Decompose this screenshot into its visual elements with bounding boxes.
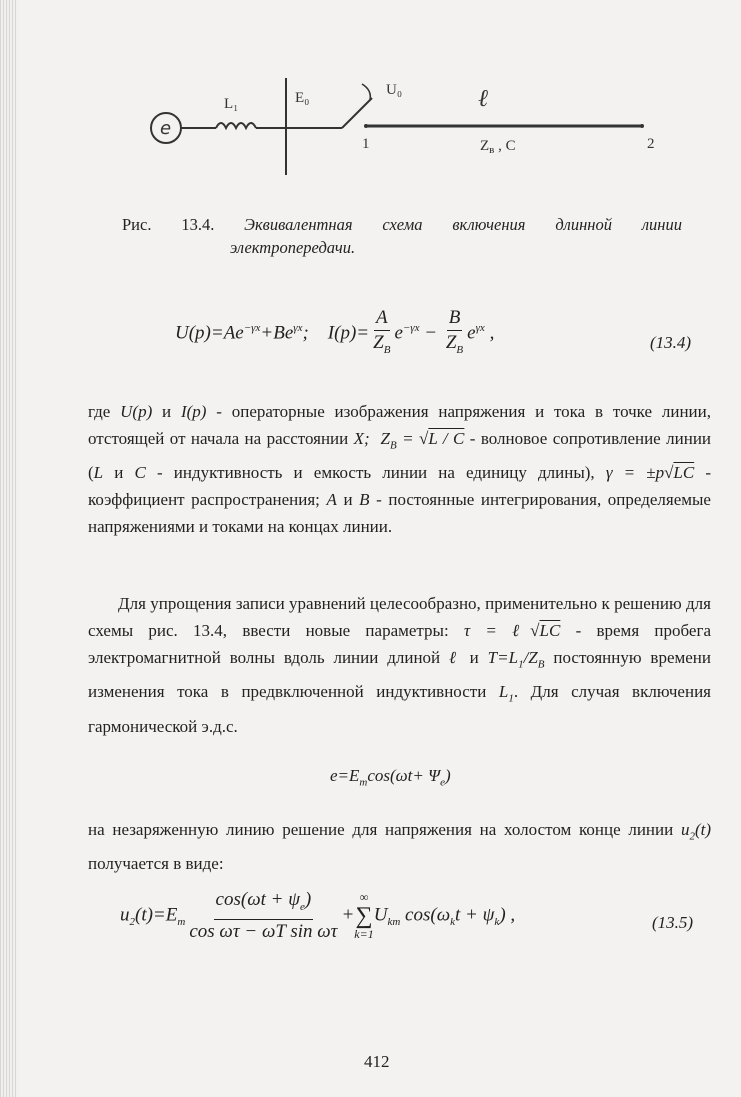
caption-word: схема — [382, 215, 423, 234]
caption-word: длинной — [555, 215, 612, 234]
caption-label: Рис. — [122, 215, 152, 234]
node-1-label: 1 — [362, 136, 370, 152]
inductor-symbol — [216, 123, 256, 128]
paragraph-2: Для упрощения записи уравнений целесообразно, применительно к решению для схемы рис. 13.4, ввести новые параметры: τ = ℓ√LC - время пробега электромагнитной волны вдоль линии длиной ℓ и $T=L_1/Z_B$ постоянную времени изменения тока в предвключенной индуктивности $L_1$. Для случая включения гармонической э.д.с. — [88, 594, 711, 736]
figure-caption — [122, 213, 682, 259]
paragraph-1: где U(p) и I(p) - операторные изображения напряжения и тока в точке линии, отстоящей от начала на расстоянии X; $Z_B = √L / C$ - волновое сопротивление линии (L и C - индуктивность и емкость линии на единицу длины), γ = ±p√LC - коэффициент распространения; A и B - постоянные интегрирования, определяемые напряжениями и токами на концах линии. — [88, 402, 712, 537]
node-2-label: 2 — [647, 136, 655, 152]
caption-word: линии — [641, 215, 682, 234]
equation-13-4: $U(p)=Ae^{-\gamma x}+Be^{\gamma x}$; I(p)= $\frac{A}{Z_B}$ $e^{-\gamma x}$ − $\frac{B}{Z_B}$ $e^{\gamma x}$ , — [175, 307, 495, 356]
circuit-diagram — [150, 70, 670, 190]
equation-number: (13.4) — [650, 333, 692, 352]
voltage-label: E₀ — [295, 90, 310, 106]
source-label: e — [160, 118, 172, 139]
line-params-label: $Z_в$ , C — [480, 138, 516, 156]
equation-emf: $e=E_m\cos(\omega t+ \Psi_e)$ — [330, 766, 451, 789]
length-label: ℓ — [478, 86, 488, 112]
page-number: 412 — [364, 1052, 390, 1071]
equation-13-5: $u_2(t)=E_m$ $\frac{\cos(\omega t + \psi_e)}{\text{cos ωτ − ωT sin ωτ}}$ + ∞ ∑ k=1 $U_{km}$ $\cos(\omega_kt + \psi_k)$ , — [120, 889, 516, 942]
caption-number: 13.4. — [181, 215, 215, 234]
node-2 — [640, 124, 644, 128]
caption-line2: электропередачи. — [230, 238, 356, 257]
caption-word: Эквивалентная — [244, 215, 353, 234]
equation-number: (13.5) — [652, 913, 694, 932]
paragraph-3: на незаряженную линию решение для напряжения на холостом конце линии $u_2(t)$ получается в виде: — [88, 820, 711, 874]
caption-word: включения — [452, 215, 526, 234]
switch-label: U₀ — [386, 82, 403, 98]
inductor-label: L₁ — [224, 96, 239, 112]
book-binding — [0, 0, 18, 1097]
switch-blade — [342, 98, 372, 128]
